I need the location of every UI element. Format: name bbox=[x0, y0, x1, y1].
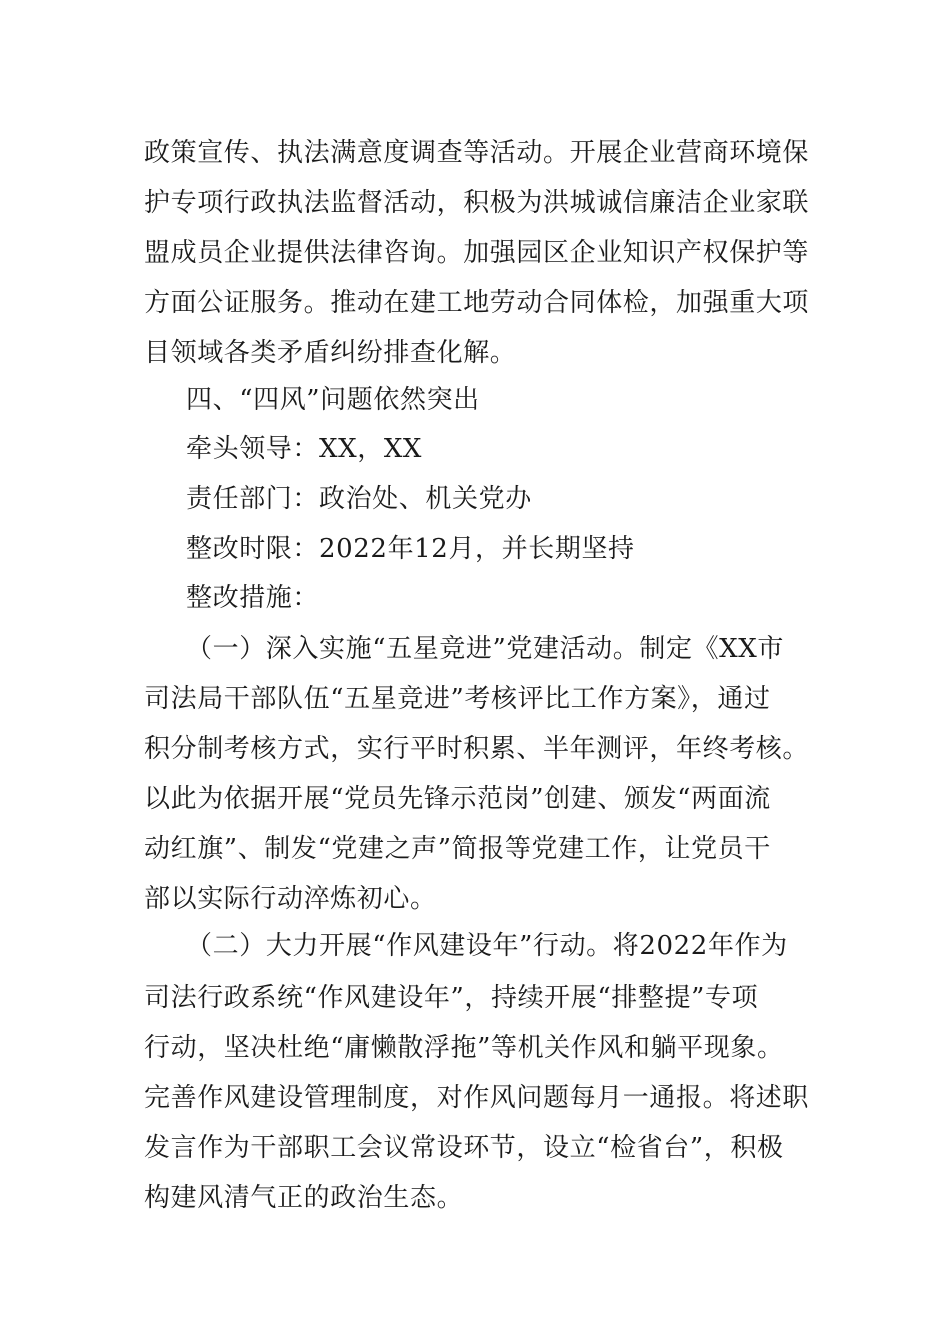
paragraph-line: 构建风清气正的政治生态。 bbox=[144, 1183, 464, 1213]
paragraph-line: 盟成员企业提供法律咨询。加强园区企业知识产权保护等 bbox=[144, 238, 810, 268]
paragraph-line: 方面公证服务。推动在建工地劳动合同体检，加强重大项 bbox=[144, 288, 810, 318]
lead-leaders: 牵头领导：XX，XX bbox=[186, 434, 423, 464]
paragraph-line: 目领域各类矛盾纠纷排查化解。 bbox=[144, 338, 517, 368]
paragraph-line: 司法行政系统“作风建设年”，持续开展“排整提”专项 bbox=[144, 983, 759, 1013]
deadline: 整改时限：2022年12月，并长期坚持 bbox=[186, 534, 635, 564]
paragraph-line: （二）大力开展“作风建设年”行动。将2022年作为 bbox=[186, 931, 788, 961]
paragraph-line: 动红旗”、制发“党建之声”简报等党建工作，让党员干 bbox=[144, 834, 771, 864]
measures-label: 整改措施： bbox=[186, 583, 320, 613]
paragraph-line: 以此为依据开展“党员先锋示范岗”创建、颁发“两面流 bbox=[144, 784, 771, 814]
section-heading: 四、“四风”问题依然突出 bbox=[186, 385, 480, 415]
responsible-departments: 责任部门：政治处、机关党办 bbox=[186, 484, 532, 514]
paragraph-line: 发言作为干部职工会议常设环节，设立“检省台”，积极 bbox=[144, 1133, 784, 1163]
paragraph-line: 完善作风建设管理制度，对作风问题每月一通报。将述职 bbox=[144, 1083, 810, 1113]
paragraph-line: 行动，坚决杜绝“庸懒散浮拖”等机关作风和躺平现象。 bbox=[144, 1033, 784, 1063]
paragraph-line: 护专项行政执法监督活动，积极为洪城诚信廉洁企业家联 bbox=[144, 188, 810, 218]
paragraph-line: 部以实际行动淬炼初心。 bbox=[144, 884, 437, 914]
paragraph-line: 积分制考核方式，实行平时积累、半年测评，年终考核。 bbox=[144, 734, 810, 764]
paragraph-line: 司法局干部队伍“五星竞进”考核评比工作方案》，通过 bbox=[144, 684, 771, 714]
paragraph-line: 政策宣传、执法满意度调查等活动。开展企业营商环境保 bbox=[144, 138, 810, 168]
paragraph-line: （一）深入实施“五星竞进”党建活动。制定《XX市 bbox=[186, 634, 785, 664]
